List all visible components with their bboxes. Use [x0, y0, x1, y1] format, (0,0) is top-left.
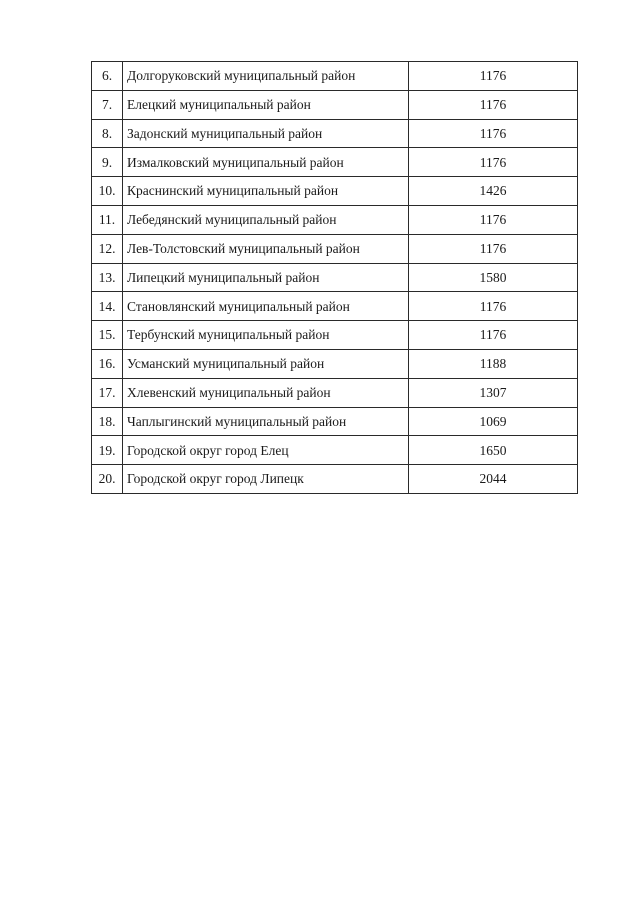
- municipality-name: Краснинский муниципальный район: [123, 177, 409, 206]
- row-number: 11.: [92, 205, 123, 234]
- row-number: 10.: [92, 177, 123, 206]
- table-row: [92, 465, 578, 494]
- row-value: 1176: [409, 234, 578, 263]
- table-row: [92, 148, 578, 177]
- row-value: 1307: [409, 378, 578, 407]
- table-row: [92, 234, 578, 263]
- row-value: 1176: [409, 148, 578, 177]
- table-row: [92, 90, 578, 119]
- municipality-name: Лебедянский муниципальный район: [123, 205, 409, 234]
- row-value: 1069: [409, 407, 578, 436]
- row-number: 7.: [92, 90, 123, 119]
- table-row: [92, 263, 578, 292]
- row-value: 1188: [409, 349, 578, 378]
- row-number: 14.: [92, 292, 123, 321]
- row-value: 1176: [409, 321, 578, 350]
- row-number: 12.: [92, 234, 123, 263]
- row-number: 20.: [92, 465, 123, 494]
- table-row: [92, 407, 578, 436]
- municipal-values-table: [91, 61, 578, 494]
- municipality-name: Елецкий муниципальный район: [123, 90, 409, 119]
- table-row: [92, 436, 578, 465]
- municipality-name: Городской округ город Елец: [123, 436, 409, 465]
- row-value: 2044: [409, 465, 578, 494]
- table-row: [92, 292, 578, 321]
- row-value: 1426: [409, 177, 578, 206]
- municipality-name: Городской округ город Липецк: [123, 465, 409, 494]
- table-row: [92, 177, 578, 206]
- municipality-name: Измалковский муниципальный район: [123, 148, 409, 177]
- table-row: [92, 321, 578, 350]
- municipality-name: Лев-Толстовский муниципальный район: [123, 234, 409, 263]
- row-value: 1176: [409, 119, 578, 148]
- row-number: 8.: [92, 119, 123, 148]
- table-row: [92, 349, 578, 378]
- row-value: 1650: [409, 436, 578, 465]
- table-body: [92, 62, 578, 494]
- table-row: [92, 119, 578, 148]
- municipality-name: Становлянский муниципальный район: [123, 292, 409, 321]
- municipality-name: Усманский муниципальный район: [123, 349, 409, 378]
- table-row: [92, 62, 578, 91]
- municipality-name: Чаплыгинский муниципальный район: [123, 407, 409, 436]
- row-value: 1176: [409, 205, 578, 234]
- municipality-name: Хлевенский муниципальный район: [123, 378, 409, 407]
- table-row: [92, 378, 578, 407]
- row-value: 1176: [409, 62, 578, 91]
- row-number: 9.: [92, 148, 123, 177]
- row-number: 17.: [92, 378, 123, 407]
- row-value: 1580: [409, 263, 578, 292]
- row-number: 6.: [92, 62, 123, 91]
- municipality-name: Задонский муниципальный район: [123, 119, 409, 148]
- row-number: 18.: [92, 407, 123, 436]
- row-number: 19.: [92, 436, 123, 465]
- row-value: 1176: [409, 292, 578, 321]
- row-number: 16.: [92, 349, 123, 378]
- row-number: 15.: [92, 321, 123, 350]
- row-value: 1176: [409, 90, 578, 119]
- row-number: 13.: [92, 263, 123, 292]
- municipality-name: Липецкий муниципальный район: [123, 263, 409, 292]
- municipality-name: Тербунский муниципальный район: [123, 321, 409, 350]
- table-row: [92, 205, 578, 234]
- municipality-name: Долгоруковский муниципальный район: [123, 62, 409, 91]
